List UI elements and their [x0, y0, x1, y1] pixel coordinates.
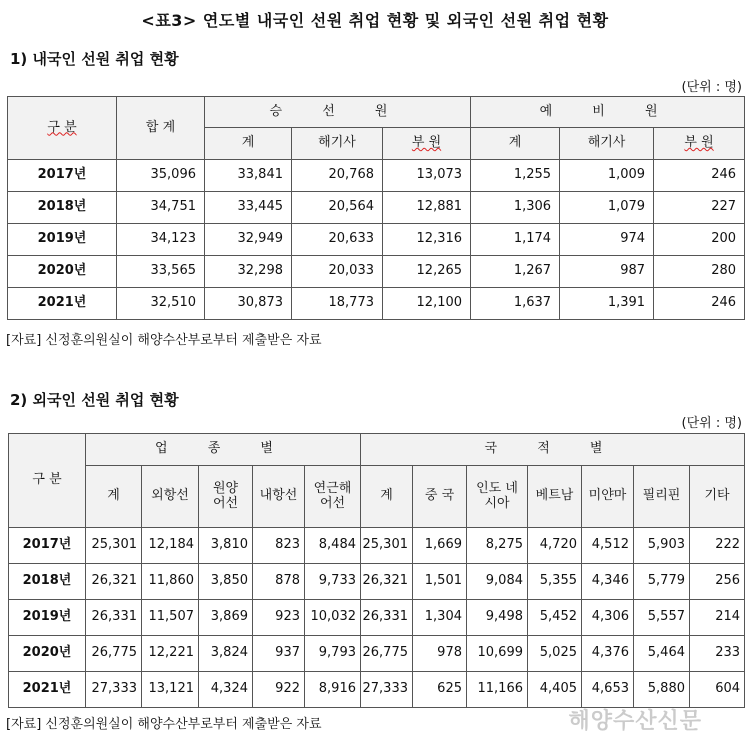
- value-cell: 12,881: [383, 192, 471, 224]
- header-sub: 기타: [690, 466, 745, 528]
- year-cell: 2020년: [8, 256, 117, 288]
- value-cell: 4,306: [582, 600, 634, 636]
- year-cell: 2019년: [9, 600, 86, 636]
- value-cell: 8,275: [467, 528, 528, 564]
- header-sub: 부 원: [654, 128, 745, 160]
- foreign-seafarer-table: [8, 433, 745, 708]
- value-cell: 1,391: [560, 288, 654, 320]
- value-cell: 604: [690, 672, 745, 708]
- value-cell: 1,306: [471, 192, 560, 224]
- value-cell: 18,773: [292, 288, 383, 320]
- value-cell: 26,331: [361, 600, 413, 636]
- value-cell: 1,174: [471, 224, 560, 256]
- value-cell: 25,301: [86, 528, 142, 564]
- year-cell: 2017년: [8, 160, 117, 192]
- table-row: [9, 564, 745, 600]
- value-cell: 978: [413, 636, 467, 672]
- value-cell: 32,298: [205, 256, 292, 288]
- table-row: [8, 160, 745, 192]
- value-cell: 3,850: [199, 564, 253, 600]
- header-group-boarded: 승 선 원: [205, 97, 471, 128]
- page-title: <표3> 연도별 내국인 선원 취업 현황 및 외국인 선원 취업 현황: [141, 11, 609, 30]
- table-row: [8, 256, 745, 288]
- value-cell: 13,121: [142, 672, 199, 708]
- value-cell: 26,775: [361, 636, 413, 672]
- table-row: [9, 672, 745, 708]
- header-sub: 인도 네시아: [467, 466, 528, 528]
- value-cell: 280: [654, 256, 745, 288]
- value-cell: 5,452: [528, 600, 582, 636]
- value-cell: 11,860: [142, 564, 199, 600]
- value-cell: 3,869: [199, 600, 253, 636]
- value-cell: 5,025: [528, 636, 582, 672]
- header-category: 구 분: [9, 434, 86, 528]
- value-cell: 26,321: [361, 564, 413, 600]
- section2-unit: (단위 : 명): [681, 416, 742, 431]
- header-total: 합 계: [117, 97, 205, 160]
- header-sub: 내항선: [253, 466, 305, 528]
- value-cell: 4,512: [582, 528, 634, 564]
- value-cell: 20,633: [292, 224, 383, 256]
- value-cell: 878: [253, 564, 305, 600]
- value-cell: 11,166: [467, 672, 528, 708]
- value-cell: 222: [690, 528, 745, 564]
- domestic-seafarer-table: [7, 96, 745, 320]
- value-cell: 12,184: [142, 528, 199, 564]
- year-cell: 2017년: [9, 528, 86, 564]
- section1-heading: 1) 내국인 선원 취업 현황: [10, 50, 179, 68]
- value-cell: 9,084: [467, 564, 528, 600]
- header-group-reserve: 예 비 원: [471, 97, 745, 128]
- value-cell: 25,301: [361, 528, 413, 564]
- value-cell: 11,507: [142, 600, 199, 636]
- table-row: [8, 288, 745, 320]
- value-cell: 1,304: [413, 600, 467, 636]
- year-cell: 2021년: [9, 672, 86, 708]
- value-cell: 33,445: [205, 192, 292, 224]
- header-sub: 중 국: [413, 466, 467, 528]
- value-cell: 20,768: [292, 160, 383, 192]
- section1-source: [자료] 신정훈의원실이 해양수산부로부터 제출받은 자료: [6, 333, 322, 348]
- section1-unit: (단위 : 명): [681, 80, 742, 95]
- value-cell: 12,316: [383, 224, 471, 256]
- year-cell: 2021년: [8, 288, 117, 320]
- value-cell: 20,564: [292, 192, 383, 224]
- header-sub: 계: [205, 128, 292, 160]
- value-cell: 10,032: [305, 600, 361, 636]
- header-sub: 부 원: [383, 128, 471, 160]
- table-row: [9, 636, 745, 672]
- value-cell: 5,355: [528, 564, 582, 600]
- value-cell: 5,557: [634, 600, 690, 636]
- value-cell: 1,079: [560, 192, 654, 224]
- value-cell: 9,498: [467, 600, 528, 636]
- value-cell: 3,824: [199, 636, 253, 672]
- value-cell: 9,793: [305, 636, 361, 672]
- header-category: 구 분: [8, 97, 117, 160]
- year-cell: 2020년: [9, 636, 86, 672]
- value-cell: 4,405: [528, 672, 582, 708]
- value-cell: 8,484: [305, 528, 361, 564]
- value-cell: 27,333: [361, 672, 413, 708]
- header-group-industry: 업 종 별: [86, 434, 361, 466]
- header-sub: 해기사: [292, 128, 383, 160]
- value-cell: 987: [560, 256, 654, 288]
- header-group-nationality: 국 적 별: [361, 434, 745, 466]
- value-cell: 246: [654, 288, 745, 320]
- value-cell: 4,346: [582, 564, 634, 600]
- value-cell: 34,751: [117, 192, 205, 224]
- value-cell: 8,916: [305, 672, 361, 708]
- value-cell: 13,073: [383, 160, 471, 192]
- value-cell: 922: [253, 672, 305, 708]
- value-cell: 32,949: [205, 224, 292, 256]
- table-row: [9, 528, 745, 564]
- value-cell: 26,775: [86, 636, 142, 672]
- value-cell: 5,903: [634, 528, 690, 564]
- header-sub: 해기사: [560, 128, 654, 160]
- header-sub: 외항선: [142, 466, 199, 528]
- value-cell: 20,033: [292, 256, 383, 288]
- value-cell: 1,501: [413, 564, 467, 600]
- table-row: [8, 192, 745, 224]
- value-cell: 26,331: [86, 600, 142, 636]
- table-row: [9, 600, 745, 636]
- header-sub: 미얀마: [582, 466, 634, 528]
- header-sub: 필리핀: [634, 466, 690, 528]
- value-cell: 4,324: [199, 672, 253, 708]
- value-cell: 256: [690, 564, 745, 600]
- value-cell: 33,841: [205, 160, 292, 192]
- value-cell: 227: [654, 192, 745, 224]
- value-cell: 4,720: [528, 528, 582, 564]
- value-cell: 35,096: [117, 160, 205, 192]
- value-cell: 200: [654, 224, 745, 256]
- value-cell: 937: [253, 636, 305, 672]
- value-cell: 4,653: [582, 672, 634, 708]
- value-cell: 5,464: [634, 636, 690, 672]
- header-sub: 원양 어선: [199, 466, 253, 528]
- value-cell: 1,267: [471, 256, 560, 288]
- value-cell: 34,123: [117, 224, 205, 256]
- header-sub: 계: [361, 466, 413, 528]
- value-cell: 26,321: [86, 564, 142, 600]
- value-cell: 10,699: [467, 636, 528, 672]
- section2-source: [자료] 신정훈의원실이 해양수산부로부터 제출받은 자료: [6, 717, 322, 732]
- header-sub: 연근해 어선: [305, 466, 361, 528]
- value-cell: 214: [690, 600, 745, 636]
- value-cell: 246: [654, 160, 745, 192]
- header-sub: 계: [86, 466, 142, 528]
- value-cell: 32,510: [117, 288, 205, 320]
- value-cell: 30,873: [205, 288, 292, 320]
- value-cell: 12,265: [383, 256, 471, 288]
- value-cell: 923: [253, 600, 305, 636]
- year-cell: 2018년: [9, 564, 86, 600]
- value-cell: 1,669: [413, 528, 467, 564]
- value-cell: 974: [560, 224, 654, 256]
- year-cell: 2019년: [8, 224, 117, 256]
- value-cell: 1,637: [471, 288, 560, 320]
- value-cell: 27,333: [86, 672, 142, 708]
- value-cell: 233: [690, 636, 745, 672]
- value-cell: 33,565: [117, 256, 205, 288]
- value-cell: 5,880: [634, 672, 690, 708]
- value-cell: 5,779: [634, 564, 690, 600]
- value-cell: 12,221: [142, 636, 199, 672]
- table-row: [8, 224, 745, 256]
- value-cell: 12,100: [383, 288, 471, 320]
- value-cell: 823: [253, 528, 305, 564]
- value-cell: 1,255: [471, 160, 560, 192]
- header-sub: 계: [471, 128, 560, 160]
- section2-heading: 2) 외국인 선원 취업 현황: [10, 391, 179, 409]
- newspaper-watermark: 해양수산신문: [568, 709, 702, 734]
- header-sub: 베트남: [528, 466, 582, 528]
- value-cell: 9,733: [305, 564, 361, 600]
- value-cell: 625: [413, 672, 467, 708]
- value-cell: 4,376: [582, 636, 634, 672]
- year-cell: 2018년: [8, 192, 117, 224]
- value-cell: 3,810: [199, 528, 253, 564]
- value-cell: 1,009: [560, 160, 654, 192]
